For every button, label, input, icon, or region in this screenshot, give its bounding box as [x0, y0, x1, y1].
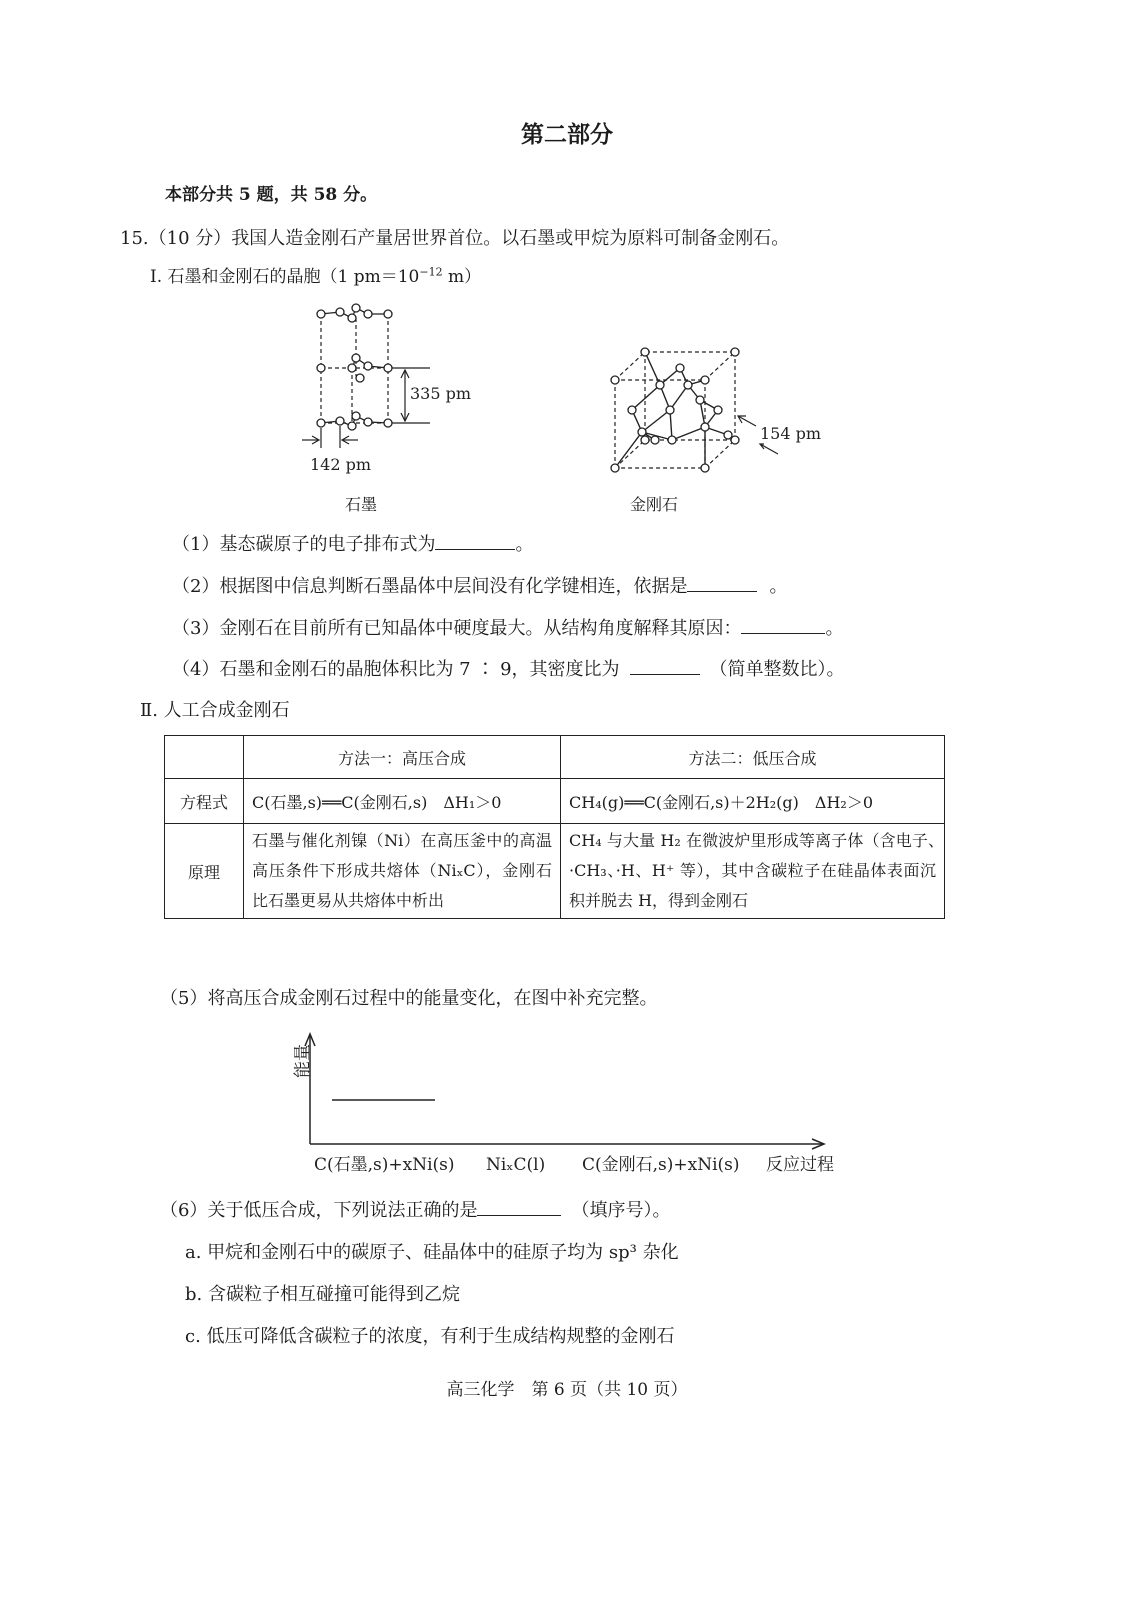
table-equation-method2: CH₄(g)══C(金刚石,s)＋2H₂(g) ΔH₂＞0 — [561, 779, 945, 824]
part2-heading: Ⅱ. 人工合成金刚石 — [140, 700, 290, 721]
part1-heading-end: m） — [442, 267, 482, 287]
graphite-layer-distance-label: 335 pm — [410, 384, 472, 403]
sub-question-5: （5）将高压合成金刚石过程中的能量变化，在图中补充完整。 — [160, 988, 658, 1009]
reaction-progress-axis-label: 反应过程 — [766, 1155, 834, 1175]
table-equation-method1: C(石墨,s)══C(金刚石,s) ΔH₁＞0 — [244, 779, 561, 824]
diamond-cell-diagram — [600, 340, 840, 480]
answer-blank-1[interactable] — [435, 531, 515, 550]
sub-question-2 — [172, 572, 787, 598]
answer-blank-6[interactable] — [477, 1197, 561, 1216]
sub6-text: （6）关于低压合成，下列说法正确的是 — [160, 1200, 478, 1221]
section-title: 第二部分 — [521, 121, 613, 148]
sub-question-6 — [160, 1196, 670, 1222]
sub2-text: （2）根据图中信息判断石墨晶体中层间没有化学键相连，依据是 — [172, 576, 688, 597]
diamond-bond-length-label: 154 pm — [760, 424, 822, 443]
sub3-end: 。 — [825, 618, 844, 639]
part1-heading — [150, 262, 481, 287]
table-principle-method2: CH₄ 与大量 H₂ 在微波炉里形成等离子体（含电子、·CH₃、·H、H⁺ 等），其中含碳粒子在硅晶体表面沉积并脱去 H，得到金刚石 — [561, 824, 945, 919]
sub2-end: 。 — [769, 576, 788, 597]
part1-heading-exponent: −12 — [419, 265, 443, 279]
sub1-text: （1）基态碳原子的电子排布式为 — [172, 534, 436, 555]
answer-blank-4[interactable] — [630, 656, 700, 675]
table-corner-cell — [165, 736, 244, 779]
sub-question-1 — [172, 530, 533, 556]
table-principle-method1: 石墨与催化剂镍（Ni）在高压釜中的高温高压条件下形成共熔体（NiₓC），金刚石比石墨更易从共熔体中析出 — [244, 824, 561, 919]
option-c: c. 低压可降低含碳粒子的浓度，有利于生成结构规整的金刚石 — [185, 1326, 675, 1347]
graphite-bond-length-label: 142 pm — [310, 455, 372, 474]
sub4-end: （简单整数比）。 — [709, 659, 845, 680]
diamond-caption: 金刚石 — [630, 495, 679, 514]
energy-axis-label: 能量 — [293, 1044, 313, 1078]
synthesis-methods-table — [164, 735, 945, 919]
state-label-nixc: NiₓC(l) — [486, 1155, 546, 1175]
sub6-end: （填序号）。 — [571, 1200, 671, 1221]
table-row-label-principle: 原理 — [165, 824, 244, 919]
state-label-graphite: C(石墨,s)+xNi(s) — [314, 1155, 455, 1175]
sub3-text: （3）金刚石在目前所有已知晶体中硬度最大。从结构角度解释其原因： — [172, 618, 742, 639]
option-b: b. 含碳粒子相互碰撞可能得到乙烷 — [185, 1284, 460, 1305]
sub-question-3 — [172, 614, 843, 640]
question-intro: 15.（10 分）我国人造金刚石产量居世界首位。以石墨或甲烷为原料可制备金刚石。 — [120, 228, 790, 249]
table-header-method2: 方法二：低压合成 — [561, 736, 945, 779]
sub4-text: （4）石墨和金刚石的晶胞体积比为 7 ∶ 9，其密度比为 — [172, 659, 620, 680]
page-footer: 高三化学 第 6 页（共 10 页） — [446, 1380, 688, 1400]
answer-blank-3[interactable] — [741, 615, 825, 634]
answer-blank-2[interactable] — [687, 573, 757, 592]
graphite-caption: 石墨 — [345, 495, 378, 514]
energy-diagram — [270, 1030, 860, 1180]
part1-heading-text: Ⅰ. 石墨和金刚石的晶胞（1 pm＝10 — [150, 267, 420, 287]
sub-question-4 — [172, 655, 845, 681]
table-header-method1: 方法一：高压合成 — [244, 736, 561, 779]
table-row-label-equation: 方程式 — [165, 779, 244, 824]
sub1-end: 。 — [515, 534, 534, 555]
section-intro: 本部分共 5 题，共 58 分。 — [165, 185, 378, 205]
option-a: a. 甲烷和金刚石中的碳原子、硅晶体中的硅原子均为 sp³ 杂化 — [185, 1242, 679, 1263]
state-label-diamond: C(金刚石,s)+xNi(s) — [582, 1155, 740, 1175]
graphite-cell-diagram — [290, 298, 490, 478]
